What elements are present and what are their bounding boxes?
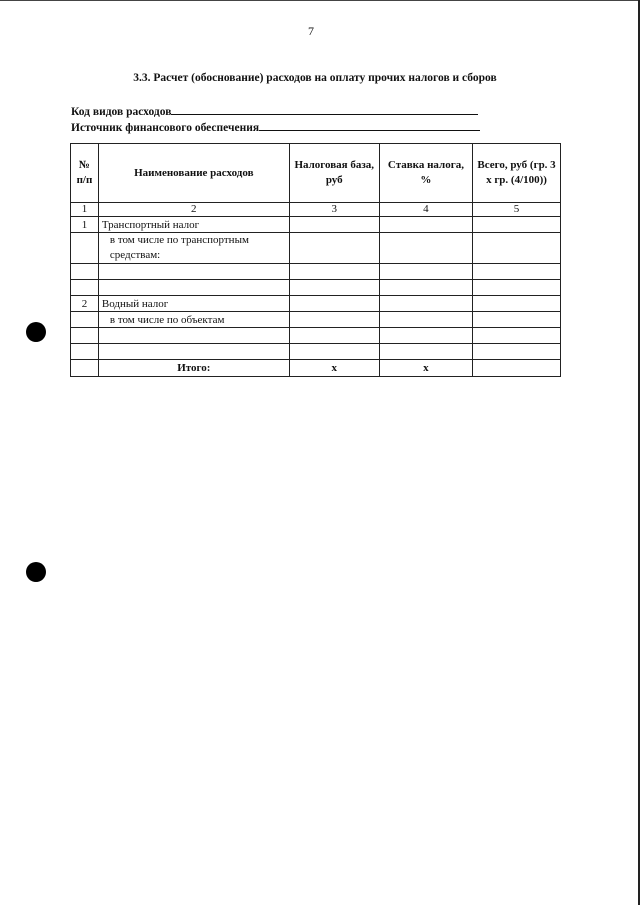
table-row [71,328,561,344]
row-rate-cell[interactable] [379,217,472,233]
row-expense-name[interactable] [98,280,289,296]
table-row [71,344,561,360]
row-total-cell[interactable] [473,296,561,312]
row-rate-cell[interactable] [379,296,472,312]
table-row [71,217,561,233]
funding-source-field [71,119,480,134]
row-tax-base-cell[interactable] [289,328,379,344]
row-number [71,312,99,328]
row-expense-name[interactable] [98,264,289,280]
row-total-cell[interactable] [473,344,561,360]
column-number: 5 [473,203,561,217]
row-rate-cell[interactable] [379,280,472,296]
row-total-cell[interactable] [473,217,561,233]
table-header-row [71,144,561,203]
column-number: 1 [71,203,99,217]
expense-code-blank[interactable] [171,103,478,115]
page-number: 7 [308,24,314,38]
row-total-cell[interactable] [473,264,561,280]
funding-source-label: Источник финансового обеспечения [71,122,260,134]
row-tax-base-cell[interactable] [289,233,379,264]
header-total: Всего, руб (гр. 3 х гр. (4/100)) [473,144,561,203]
row-expense-name[interactable] [98,328,289,344]
row-number [71,233,99,264]
row-number [71,344,99,360]
column-number-row [71,203,561,217]
row-total-cell[interactable] [473,312,561,328]
total-tax-base: х [289,360,379,377]
row-number [71,280,99,296]
row-number [71,328,99,344]
header-tax-base: Налоговая база, руб [289,144,379,203]
row-number [71,264,99,280]
row-rate-cell[interactable] [379,328,472,344]
total-label: Итого: [98,360,289,377]
table-row [71,280,561,296]
row-total-cell[interactable] [473,280,561,296]
row-rate-cell[interactable] [379,264,472,280]
expense-code-field [71,103,478,118]
tax-expenses-table [70,143,561,377]
header-tax-rate: Ставка налога, % [379,144,472,203]
total-sum[interactable] [473,360,561,377]
row-expense-name: в том числе по объектам [98,312,289,328]
table-row [71,264,561,280]
expense-code-label: Код видов расходов [71,106,172,118]
column-number: 3 [289,203,379,217]
table-row [71,233,561,264]
row-expense-name: Водный налог [98,296,289,312]
row-tax-base-cell[interactable] [289,217,379,233]
row-total-cell[interactable] [473,328,561,344]
column-number: 2 [98,203,289,217]
punch-hole-lower [26,562,46,582]
row-expense-name[interactable] [98,344,289,360]
total-rate: х [379,360,472,377]
total-number-cell [71,360,99,377]
row-expense-name: Транспортный налог [98,217,289,233]
column-number: 4 [379,203,472,217]
row-tax-base-cell[interactable] [289,344,379,360]
row-number: 1 [71,217,99,233]
total-row [71,360,561,377]
page-top-edge [0,0,640,1]
punch-hole-upper [26,322,46,342]
header-expense-name: Наименование расходов [98,144,289,203]
table-row [71,312,561,328]
row-total-cell[interactable] [473,233,561,264]
row-number: 2 [71,296,99,312]
row-tax-base-cell[interactable] [289,312,379,328]
section-title: 3.3. Расчет (обоснование) расходов на оплату прочих налогов и сборов [133,72,497,84]
row-tax-base-cell[interactable] [289,296,379,312]
row-rate-cell[interactable] [379,312,472,328]
row-tax-base-cell[interactable] [289,280,379,296]
table-row [71,296,561,312]
row-tax-base-cell[interactable] [289,264,379,280]
header-number: № п/п [71,144,99,203]
row-rate-cell[interactable] [379,344,472,360]
funding-source-blank[interactable] [259,119,480,131]
row-rate-cell[interactable] [379,233,472,264]
row-expense-name: в том числе по транспортным средствам: [98,233,289,264]
